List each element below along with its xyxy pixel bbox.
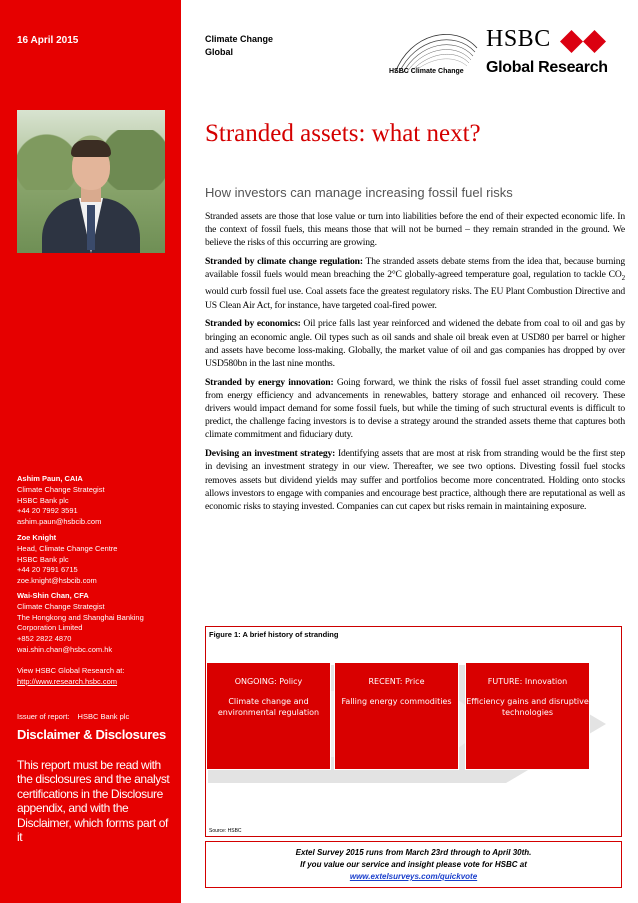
issuer-value: HSBC Bank plc <box>77 712 130 721</box>
contact-line: Head, Climate Change Centre <box>17 543 118 553</box>
contact-phone: +44 20 7991 6715 <box>17 565 78 575</box>
report-topic <box>205 33 273 59</box>
contact-line: HSBC Bank plc <box>17 495 69 505</box>
timeline-box-ongoing <box>206 662 331 770</box>
issuer-label: Issuer of report: <box>17 712 70 721</box>
paragraph-heading: Devising an investment strategy: <box>205 448 336 460</box>
region-label: Global <box>205 47 234 57</box>
contact-line: Climate Change Strategist <box>17 601 105 611</box>
research-link[interactable]: http://www.research.hsbc.com <box>17 676 118 686</box>
contact-name: Ashim Paun, CAIA <box>17 474 83 483</box>
contact-email[interactable]: wai.shin.chan@hsbc.com.hk <box>17 644 113 654</box>
survey-vote-link[interactable]: www.extelsurveys.com/quickvote <box>349 872 478 881</box>
analyst-photo <box>17 110 165 253</box>
extel-survey-notice <box>205 841 622 888</box>
page-subtitle: How investors can manage increasing fossil fuel risks <box>205 185 513 200</box>
paragraph-innovation <box>205 376 625 442</box>
paragraph-heading: Stranded by economics: <box>205 318 301 330</box>
contact-name: Wai-Shin Chan, CFA <box>17 591 89 600</box>
contact-email[interactable]: ashim.paun@hsbcib.com <box>17 517 102 527</box>
contact-line: Climate Change Strategist <box>17 484 105 494</box>
box-description: Efficiency gains and disruptive technologies <box>466 697 589 717</box>
paragraph-text: Identifying assets that are most at risk from stranding would be the first step in devising an investment strategy in our view. Thereafter, we see two options. Divesting fossil fuel stocks removes assets but dividend yields may suffer and portfolios become more concentrated. Holding onto stocks allows investors to engage with companies and encourage best practice, although there are reputational as well as economic risks to staying invested. Companies can cut capex but risks remain in maintaining exposure. <box>205 448 625 512</box>
research-link-label: View HSBC Global Research at: <box>17 666 125 675</box>
contact-card <box>17 533 117 587</box>
box-title: RECENT: Price <box>368 677 425 686</box>
figure-title: Figure 1: A brief history of stranding <box>209 630 339 639</box>
box-title: FUTURE: Innovation <box>487 677 568 686</box>
subscript: 2 <box>621 274 625 283</box>
box-title: ONGOING: Policy <box>234 677 303 686</box>
contact-line: HSBC Bank plc <box>17 554 69 564</box>
topic-label: Climate Change <box>205 34 274 44</box>
contact-name: Zoe Knight <box>17 533 57 542</box>
box-description: Climate change and environmental regulation <box>217 697 320 717</box>
global-research-label: Global Research <box>486 59 608 76</box>
contact-card <box>17 591 144 656</box>
page-title: Stranded assets: what next? <box>205 120 481 147</box>
paragraph-text: Going forward, we think the risks of fossil fuel asset stranding could come from energy efficiency and advancements in renewables, battery storage and enhanced oil recovery. These drivers would impact demand for some fossil fuels, but while the timing of such structural events is difficult to predict, the challenge facing investors is to devise a strategy around the stranded assets theme that captures both climate commitment and fiduciary duty. <box>205 376 626 441</box>
issuer <box>17 712 129 721</box>
paragraph-text: Oil price falls last year reinforced and widened the debate from coal to oil and gas by bringing an economic angle. Oil types such as oil sands and shale oil break even at USD80 per barrel or higher and assets have become loss-making. Globally, the market value of oil and gas companies has dropped by over USD580bn in the last nine months. <box>205 318 626 369</box>
timeline-box-future <box>465 662 590 770</box>
box-description: Falling energy commodities <box>341 697 452 706</box>
survey-line: Extel Survey 2015 runs from March 23rd through to April 30th. <box>295 848 532 857</box>
paragraph-text: The stranded assets debate stems from the idea that, because burning available fossil fuels would mean breaching the 2°C globally-agreed temperature goal, regulation to tackle CO <box>205 256 625 281</box>
survey-line: If you value our service and insight please vote for HSBC at <box>300 860 527 869</box>
climate-change-logo-label: HSBC Climate Change <box>389 68 464 75</box>
contact-line: The Hongkong and Shanghai Banking <box>17 612 144 622</box>
paragraph-text: would curb fossil fuel use. Coal assets face the greatest regulatory risks. The EU Plant Combustion Directive and US Clean Air Act, for instance, have targeted coal-fired power. <box>205 286 625 311</box>
sidebar <box>0 0 181 903</box>
research-link-block <box>17 666 124 688</box>
contact-phone: +44 20 7992 3591 <box>17 506 78 516</box>
contact-email[interactable]: zoe.knight@hsbcib.com <box>17 576 97 586</box>
timeline-box-recent <box>334 662 459 770</box>
disclaimer-title: Disclaimer & Disclosures <box>17 727 166 742</box>
disclaimer-text: This report must be read with the disclosures and the analyst certifications in the Disclosure appendix, and with the Disclaimer, which forms part of it <box>17 758 170 845</box>
paragraph-heading: Stranded by climate change regulation: <box>205 256 363 268</box>
contact-card <box>17 474 105 528</box>
hsbc-brand: HSBC <box>486 26 551 52</box>
paragraph-heading: Stranded by energy innovation: <box>205 376 334 388</box>
contact-phone: +852 2822 4870 <box>17 634 72 644</box>
report-date: 16 April 2015 <box>17 35 79 46</box>
contact-line: Corporation Limited <box>17 623 83 633</box>
paragraph-economics <box>205 317 625 370</box>
intro-paragraph: Stranded assets are those that lose value or turn into liabilities before the end of their expected economic life. In the context of fossil fuels, this means those that will not be burned – they remain stranded in the ground. We believe the risks of this occurring are growing. <box>205 211 625 249</box>
paragraph-strategy <box>205 447 625 513</box>
figure-source: Source: HSBC <box>209 828 242 834</box>
hsbc-hexagon-logo-icon <box>560 30 606 53</box>
article-body <box>205 210 625 519</box>
paragraph-regulation <box>205 255 625 312</box>
